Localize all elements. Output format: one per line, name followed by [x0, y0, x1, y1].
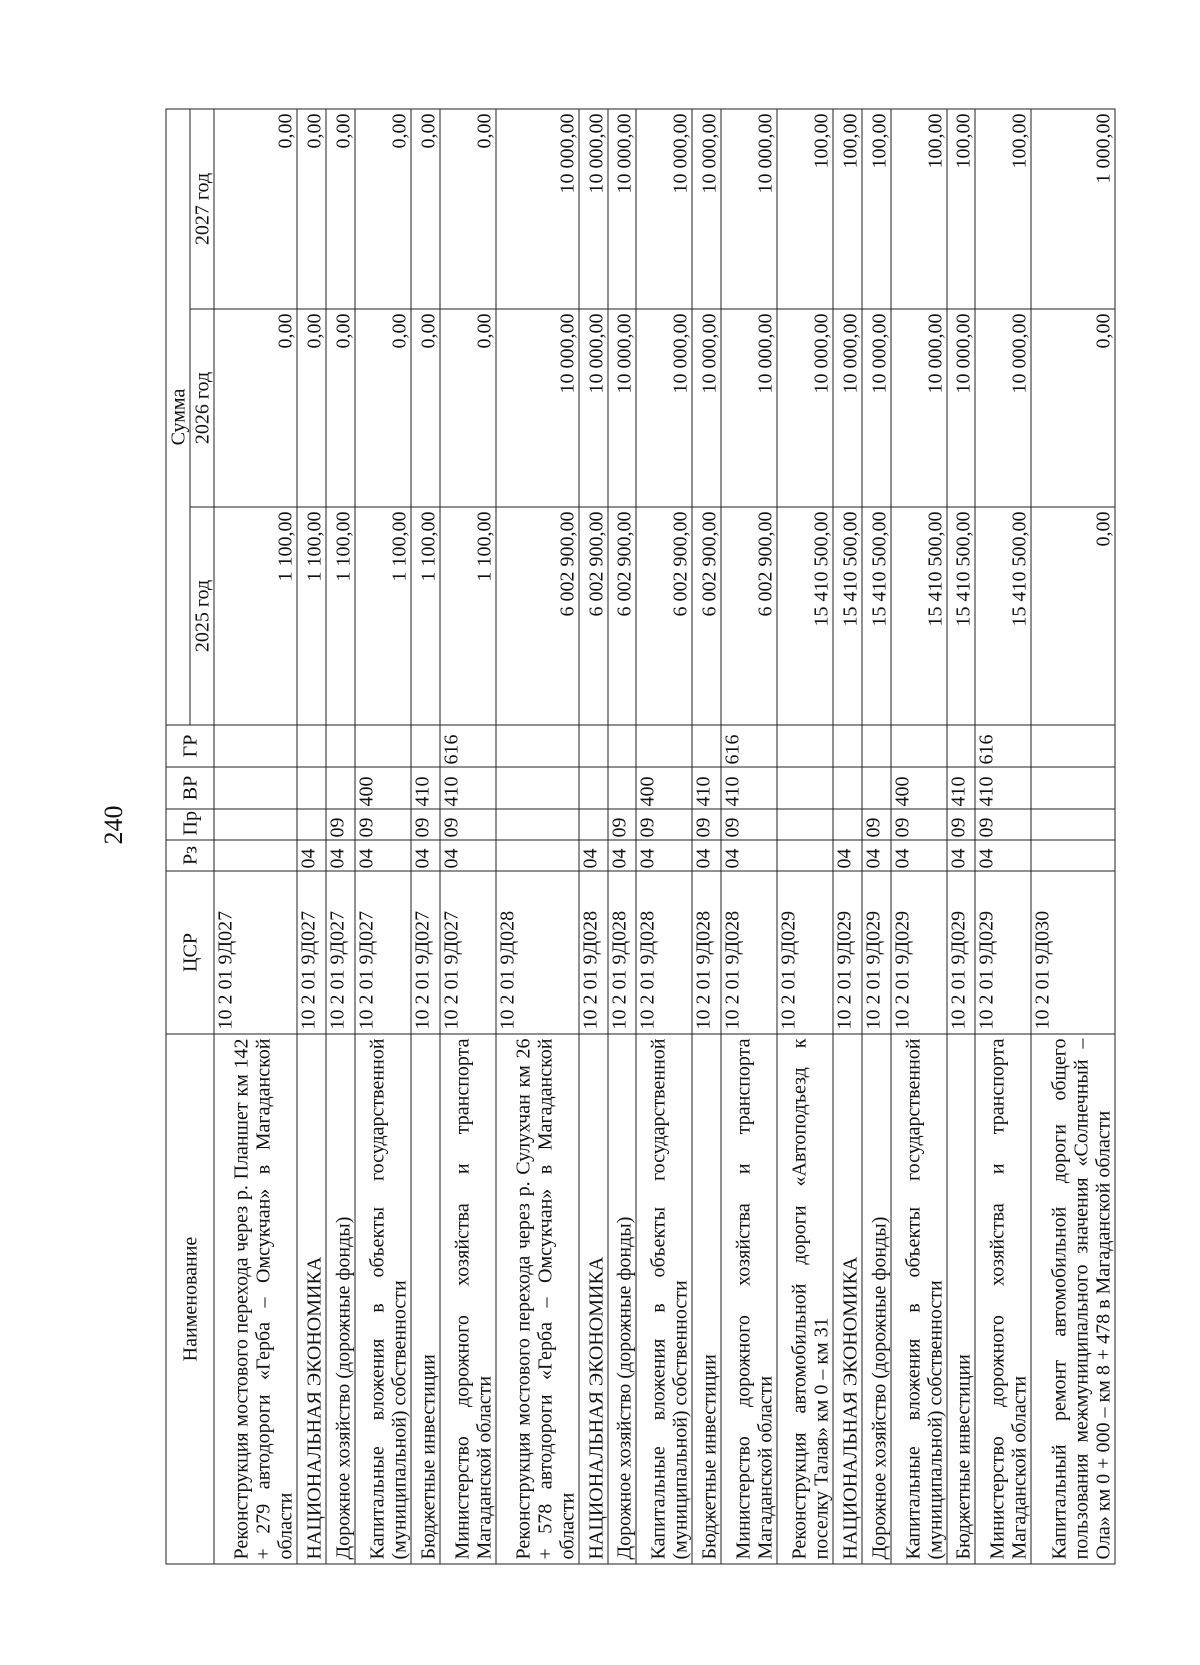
cell-y2025: 6 002 900,00	[607, 507, 636, 725]
cell-gr	[890, 725, 946, 767]
header-2026: 2026 год	[190, 309, 214, 507]
table-row	[297, 108, 326, 1563]
cell-vr: 410	[410, 767, 439, 809]
cell-y2027: 0,00	[354, 108, 410, 308]
cell-gr	[1031, 725, 1115, 767]
cell-rz: 04	[861, 840, 890, 871]
cell-csr: 10 2 01 9Д028	[721, 871, 777, 1034]
cell-csr: 10 2 01 9Д030	[1031, 871, 1115, 1034]
cell-rz: 04	[439, 840, 495, 871]
header-sum: Сумма	[166, 108, 190, 724]
cell-y2027: 1 000,00	[1031, 108, 1115, 308]
header-vr: ВР	[166, 767, 214, 809]
cell-pr: 09	[354, 809, 410, 840]
table-row	[1031, 108, 1115, 1563]
cell-y2027: 0,00	[439, 108, 495, 308]
cell-y2025: 6 002 900,00	[495, 507, 578, 725]
cell-rz: 04	[410, 840, 439, 871]
table-row	[975, 108, 1031, 1563]
cell-rz: 04	[946, 840, 975, 871]
cell-gr	[833, 725, 862, 767]
cell-y2026: 10 000,00	[890, 309, 946, 507]
cell-y2026: 10 000,00	[946, 309, 975, 507]
table-row	[495, 108, 578, 1563]
cell-y2025: 6 002 900,00	[692, 507, 721, 725]
cell-y2026: 0,00	[439, 309, 495, 507]
cell-y2025: 1 100,00	[326, 507, 355, 725]
cell-y2026: 10 000,00	[833, 309, 862, 507]
cell-rz: 04	[636, 840, 692, 871]
cell-y2027: 100,00	[861, 108, 890, 308]
cell-name: Дорожное хозяйство (дорожные фонды)	[861, 1034, 890, 1564]
cell-gr: 616	[721, 725, 777, 767]
table-row	[326, 108, 355, 1563]
cell-y2026: 0,00	[326, 309, 355, 507]
header-2025: 2025 год	[190, 507, 214, 725]
cell-name: Капитальный ремонт автомобильной дороги общего пользования межмуниципального значения «Солнечный – Ола» км 0 + 000 – км 8 + 478 в Магаданской области	[1031, 1034, 1115, 1564]
header-pr: Пр	[166, 809, 214, 840]
cell-csr: 10 2 01 9Д027	[439, 871, 495, 1034]
table-header	[166, 108, 214, 1563]
table-row	[607, 108, 636, 1563]
cell-y2027: 0,00	[214, 108, 297, 308]
cell-name: Реконструкция мостового перехода через р. Планшет км 142 + 279 автодороги «Герба – Омсукчан» в Магаданской области	[214, 1034, 297, 1564]
cell-gr	[636, 725, 692, 767]
cell-csr: 10 2 01 9Д028	[607, 871, 636, 1034]
table-row	[354, 108, 410, 1563]
cell-y2027: 0,00	[297, 108, 326, 308]
cell-rz: 04	[579, 840, 608, 871]
cell-vr	[214, 767, 297, 809]
header-2027: 2027 год	[190, 108, 214, 308]
cell-gr	[579, 725, 608, 767]
cell-y2027: 100,00	[975, 108, 1031, 308]
cell-pr	[495, 809, 578, 840]
cell-y2027: 10 000,00	[721, 108, 777, 308]
cell-pr: 09	[721, 809, 777, 840]
cell-y2026: 10 000,00	[636, 309, 692, 507]
table-row	[636, 108, 692, 1563]
cell-gr	[297, 725, 326, 767]
cell-csr: 10 2 01 9Д029	[975, 871, 1031, 1034]
cell-y2025: 1 100,00	[214, 507, 297, 725]
cell-gr	[354, 725, 410, 767]
cell-rz: 04	[833, 840, 862, 871]
cell-y2025: 1 100,00	[410, 507, 439, 725]
cell-vr	[495, 767, 578, 809]
cell-csr: 10 2 01 9Д029	[946, 871, 975, 1034]
cell-vr	[777, 767, 833, 809]
cell-name: НАЦИОНАЛЬНАЯ ЭКОНОМИКА	[579, 1034, 608, 1564]
cell-name: Министерство дорожного хозяйства и транспорта Магаданской области	[439, 1034, 495, 1564]
cell-name: Бюджетные инвестиции	[946, 1034, 975, 1564]
cell-gr: 616	[439, 725, 495, 767]
cell-rz	[777, 840, 833, 871]
budget-table-rotator	[165, 109, 1115, 1564]
cell-csr: 10 2 01 9Д029	[777, 871, 833, 1034]
cell-rz	[214, 840, 297, 871]
cell-vr: 410	[692, 767, 721, 809]
cell-y2027: 100,00	[946, 108, 975, 308]
cell-y2027: 10 000,00	[607, 108, 636, 308]
cell-pr	[579, 809, 608, 840]
cell-y2025: 15 410 500,00	[777, 507, 833, 725]
cell-rz: 04	[354, 840, 410, 871]
table-row	[410, 108, 439, 1563]
cell-y2026: 10 000,00	[777, 309, 833, 507]
table-body	[214, 108, 1115, 1563]
cell-csr: 10 2 01 9Д028	[692, 871, 721, 1034]
cell-y2027: 100,00	[833, 108, 862, 308]
cell-vr: 400	[890, 767, 946, 809]
table-row	[777, 108, 833, 1563]
header-gr: ГР	[166, 725, 214, 767]
cell-pr	[777, 809, 833, 840]
cell-y2025: 6 002 900,00	[636, 507, 692, 725]
cell-rz: 04	[607, 840, 636, 871]
header-rz: Рз	[166, 840, 214, 871]
budget-table-container	[165, 109, 1115, 1564]
table-row	[692, 108, 721, 1563]
cell-pr: 09	[439, 809, 495, 840]
cell-rz	[1031, 840, 1115, 871]
cell-pr: 09	[861, 809, 890, 840]
cell-y2025: 6 002 900,00	[721, 507, 777, 725]
cell-csr: 10 2 01 9Д028	[495, 871, 578, 1034]
cell-y2026: 10 000,00	[861, 309, 890, 507]
cell-name: Дорожное хозяйство (дорожные фонды)	[326, 1034, 355, 1564]
cell-vr: 410	[946, 767, 975, 809]
cell-pr: 09	[692, 809, 721, 840]
cell-y2025: 15 410 500,00	[861, 507, 890, 725]
cell-pr: 09	[975, 809, 1031, 840]
cell-rz: 04	[297, 840, 326, 871]
cell-name: Министерство дорожного хозяйства и транспорта Магаданской области	[975, 1034, 1031, 1564]
cell-vr	[297, 767, 326, 809]
cell-y2027: 10 000,00	[636, 108, 692, 308]
cell-gr	[692, 725, 721, 767]
cell-vr: 410	[721, 767, 777, 809]
cell-y2026: 10 000,00	[607, 309, 636, 507]
cell-csr: 10 2 01 9Д027	[297, 871, 326, 1034]
cell-y2026: 0,00	[354, 309, 410, 507]
cell-y2027: 10 000,00	[579, 108, 608, 308]
cell-name: Бюджетные инвестиции	[692, 1034, 721, 1564]
cell-y2025: 6 002 900,00	[579, 507, 608, 725]
cell-y2026: 10 000,00	[721, 309, 777, 507]
header-name: Наименование	[166, 1034, 214, 1564]
cell-y2026: 10 000,00	[975, 309, 1031, 507]
header-csr: ЦСР	[166, 871, 214, 1034]
cell-vr: 400	[636, 767, 692, 809]
cell-y2025: 0,00	[1031, 507, 1115, 725]
table-row	[861, 108, 890, 1563]
cell-y2025: 15 410 500,00	[833, 507, 862, 725]
cell-y2025: 1 100,00	[439, 507, 495, 725]
table-row	[946, 108, 975, 1563]
cell-gr: 616	[975, 725, 1031, 767]
cell-rz: 04	[975, 840, 1031, 871]
cell-name: Министерство дорожного хозяйства и транспорта Магаданской области	[721, 1034, 777, 1564]
cell-y2026: 0,00	[214, 309, 297, 507]
cell-pr	[214, 809, 297, 840]
cell-y2027: 100,00	[890, 108, 946, 308]
table-row	[579, 108, 608, 1563]
cell-y2026: 10 000,00	[579, 309, 608, 507]
cell-pr: 09	[410, 809, 439, 840]
cell-csr: 10 2 01 9Д029	[890, 871, 946, 1034]
cell-csr: 10 2 01 9Д027	[410, 871, 439, 1034]
cell-y2027: 10 000,00	[692, 108, 721, 308]
table-row	[214, 108, 297, 1563]
cell-y2025: 15 410 500,00	[890, 507, 946, 725]
cell-y2025: 15 410 500,00	[946, 507, 975, 725]
cell-y2026: 0,00	[1031, 309, 1115, 507]
cell-vr	[1031, 767, 1115, 809]
cell-y2026: 10 000,00	[495, 309, 578, 507]
cell-y2025: 15 410 500,00	[975, 507, 1031, 725]
cell-pr	[1031, 809, 1115, 840]
cell-rz: 04	[721, 840, 777, 871]
cell-vr	[861, 767, 890, 809]
cell-rz: 04	[890, 840, 946, 871]
cell-vr	[607, 767, 636, 809]
cell-gr	[607, 725, 636, 767]
cell-name: Реконструкция автомобильной дороги «Автоподъезд к поселку Талая» км 0 – км 31	[777, 1034, 833, 1564]
cell-vr	[579, 767, 608, 809]
cell-gr	[326, 725, 355, 767]
cell-gr	[777, 725, 833, 767]
cell-csr: 10 2 01 9Д027	[354, 871, 410, 1034]
cell-vr: 410	[975, 767, 1031, 809]
cell-y2025: 1 100,00	[297, 507, 326, 725]
cell-csr: 10 2 01 9Д029	[833, 871, 862, 1034]
cell-name: Бюджетные инвестиции	[410, 1034, 439, 1564]
cell-pr	[297, 809, 326, 840]
cell-csr: 10 2 01 9Д029	[861, 871, 890, 1034]
cell-pr: 09	[890, 809, 946, 840]
cell-vr	[833, 767, 862, 809]
cell-csr: 10 2 01 9Д028	[579, 871, 608, 1034]
cell-gr	[946, 725, 975, 767]
cell-pr: 09	[326, 809, 355, 840]
cell-y2025: 1 100,00	[354, 507, 410, 725]
cell-name: НАЦИОНАЛЬНАЯ ЭКОНОМИКА	[833, 1034, 862, 1564]
cell-name: Реконструкция мостового перехода через р. Сулухчан км 26 + 578 автодороги «Герба – Омсукчан» в Магаданской области	[495, 1034, 578, 1564]
cell-pr: 09	[607, 809, 636, 840]
cell-rz: 04	[692, 840, 721, 871]
cell-name: Капитальные вложения в объекты государственной (муниципальной) собственности	[354, 1034, 410, 1564]
cell-csr: 10 2 01 9Д027	[326, 871, 355, 1034]
cell-y2027: 0,00	[326, 108, 355, 308]
table-row	[833, 108, 862, 1563]
cell-y2027: 0,00	[410, 108, 439, 308]
cell-name: НАЦИОНАЛЬНАЯ ЭКОНОМИКА	[297, 1034, 326, 1564]
cell-gr	[410, 725, 439, 767]
cell-rz	[495, 840, 578, 871]
cell-gr	[214, 725, 297, 767]
cell-vr	[326, 767, 355, 809]
cell-vr: 410	[439, 767, 495, 809]
table-row	[439, 108, 495, 1563]
cell-pr: 09	[946, 809, 975, 840]
cell-y2026: 0,00	[410, 309, 439, 507]
cell-gr	[861, 725, 890, 767]
cell-pr	[833, 809, 862, 840]
cell-csr: 10 2 01 9Д027	[214, 871, 297, 1034]
cell-y2026: 10 000,00	[692, 309, 721, 507]
cell-pr: 09	[636, 809, 692, 840]
table-row	[721, 108, 777, 1563]
cell-csr: 10 2 01 9Д028	[636, 871, 692, 1034]
budget-table	[165, 108, 1115, 1564]
cell-name: Дорожное хозяйство (дорожные фонды)	[607, 1034, 636, 1564]
cell-name: Капитальные вложения в объекты государственной (муниципальной) собственности	[890, 1034, 946, 1564]
cell-rz: 04	[326, 840, 355, 871]
cell-y2027: 100,00	[777, 108, 833, 308]
cell-gr	[495, 725, 578, 767]
cell-name: Капитальные вложения в объекты государственной (муниципальной) собственности	[636, 1034, 692, 1564]
table-row	[890, 108, 946, 1563]
cell-y2026: 0,00	[297, 309, 326, 507]
cell-vr: 400	[354, 767, 410, 809]
page-number: 240	[99, 805, 128, 845]
cell-y2027: 10 000,00	[495, 108, 578, 308]
